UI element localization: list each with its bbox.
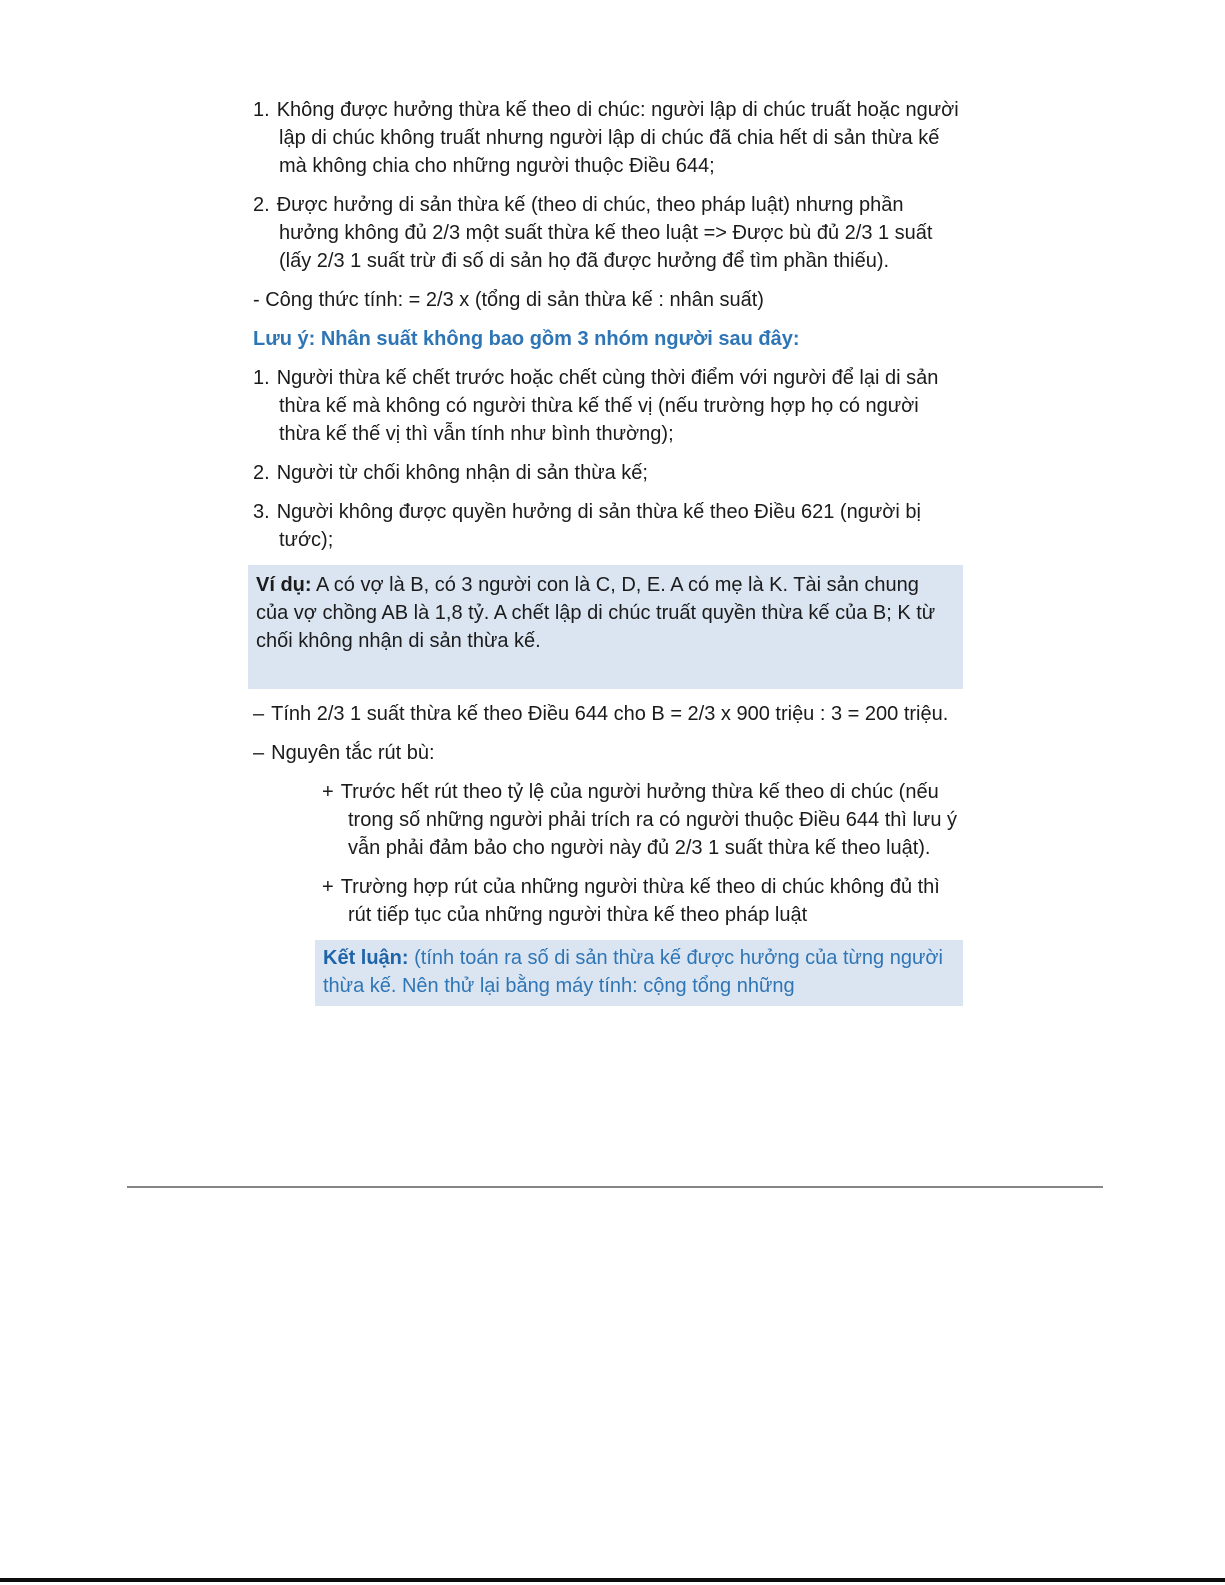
conclusion-highlight-box — [315, 940, 963, 1006]
document-content — [253, 96, 959, 1017]
horizontal-rule — [127, 1186, 1103, 1188]
numbered-item-4 — [253, 459, 959, 487]
example-text: A có vợ là B, có 3 người con là C, D, E. A có mẹ là K. Tài sản chung của vợ chồng AB là 1,8 tỷ. A chết lập di chúc truất quyền thừa kế của B; K từ chối không nhận di sản thừa kế. — [256, 574, 936, 652]
plus-marker: + — [322, 876, 334, 898]
plus-item-2 — [322, 873, 963, 929]
note-heading: Lưu ý: Nhân suất không bao gồm 3 nhóm người sau đây: — [253, 328, 800, 350]
plus-marker: + — [322, 781, 334, 803]
list-number: 2. — [253, 194, 270, 216]
list-item-text: Người từ chối không nhận di sản thừa kế; — [276, 462, 648, 484]
conclusion-text: (tính toán ra số di sản thừa kế được hưởng của từng người thừa kế. Nên thử lại bằng máy tính: cộng tổng những — [323, 947, 943, 997]
conclusion-label: Kết luận: — [323, 947, 409, 969]
list-item-text: Người không được quyền hưởng di sản thừa kế theo Điều 621 (người bị tước); — [276, 501, 921, 551]
list-number: 1. — [253, 367, 270, 389]
list-item-text: Người thừa kế chết trước hoặc chết cùng thời điểm với người để lại di sản thừa kế mà không có người thừa kế thế vị (nếu trường hợp họ có người thừa kế thế vị thì vẫn tính như bình thường); — [276, 367, 939, 445]
example-label: Ví dụ: — [256, 574, 312, 596]
dash-marker: – — [253, 703, 265, 725]
list-item-text: Được hưởng di sản thừa kế (theo di chúc, theo pháp luật) nhưng phần hưởng không đủ 2/3 một suất thừa kế theo luật => Được bù đủ 2/3 1 suất (lấy 2/3 1 suất trừ đi số di sản họ đã được hưởng để tìm phần thiếu). — [276, 194, 933, 272]
page-bottom-border — [0, 1578, 1225, 1582]
plus-item-1 — [322, 778, 963, 862]
dash-item-2 — [253, 739, 959, 767]
list-number: 3. — [253, 501, 270, 523]
formula-line: - Công thức tính: = 2/3 x (tổng di sản thừa kế : nhân suất) — [253, 289, 764, 311]
numbered-item-1 — [253, 96, 959, 180]
list-number: 1. — [253, 99, 270, 121]
dash-marker: – — [253, 742, 265, 764]
list-number: 2. — [253, 462, 270, 484]
dash-item-1 — [253, 700, 959, 728]
numbered-item-3 — [253, 364, 959, 448]
plus-item-text: Trước hết rút theo tỷ lệ của người hưởng thừa kế theo di chúc (nếu trong số những người phải trích ra có người thuộc Điều 644 thì lưu ý vẫn phải đảm bảo cho người này đủ 2/3 1 suất thừa kế theo luật). — [340, 781, 958, 859]
dash-item-text: Tính 2/3 1 suất thừa kế theo Điều 644 cho B = 2/3 x 900 triệu : 3 = 200 triệu. — [271, 703, 949, 725]
list-item-text: Không được hưởng thừa kế theo di chúc: người lập di chúc truất hoặc người lập di chúc không truất nhưng người lập di chúc đã chia hết di sản thừa kế mà không chia cho những người thuộc Điều 644; — [276, 99, 959, 177]
dash-item-text: Nguyên tắc rút bù: — [271, 742, 435, 764]
numbered-item-5 — [253, 498, 959, 554]
example-highlight-box — [248, 565, 963, 689]
numbered-item-2 — [253, 191, 959, 275]
plus-item-text: Trường hợp rút của những người thừa kế theo di chúc không đủ thì rút tiếp tục của những người thừa kế theo pháp luật — [340, 876, 940, 926]
